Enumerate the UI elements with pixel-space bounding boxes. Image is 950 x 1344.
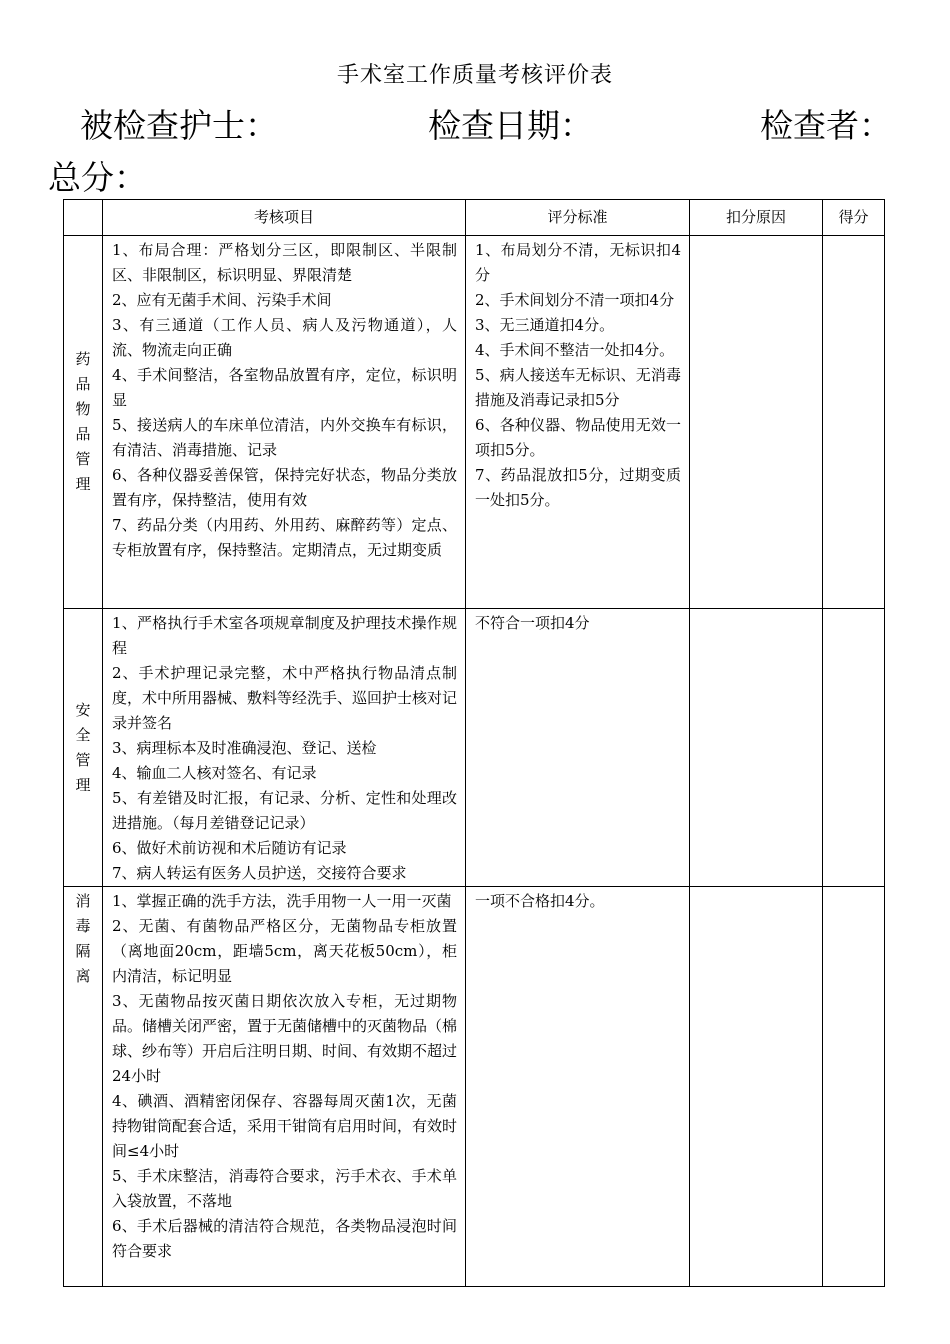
checker-label: 检查者： [760,106,892,145]
items-cell [103,236,466,609]
item-text: 2、无菌、有菌物品严格区分，无菌物品专柜放置（离地面20cm，距墙5cm，离天花板50cm），柜内清洁，标记明显 [112,917,457,985]
page-title: 手术室工作质量考核评价表 [336,63,613,88]
item-text: 3、有三通道（工作人员、病人及污物通道），人流、物流走向正确 [112,316,457,359]
table-row [64,887,885,1287]
score-cell[interactable] [823,887,885,1287]
item-text: 4、输血二人核对签名、有记录 [112,764,317,782]
item-text: 6、手术后器械的清洁符合规范，各类物品浸泡时间符合要求 [112,1217,457,1260]
item-text: 3、无菌物品按灭菌日期依次放入专柜，无过期物品。储槽关闭严密，置于无菌储槽中的灭菌物品（棉球、纱布等）开启后注明日期、时间、有效期不超过24小时 [112,992,458,1085]
standard-text: 7、药品混放扣5分，过期变质一处扣5分。 [475,466,681,509]
reason-cell[interactable] [690,236,823,609]
reason-cell[interactable] [690,609,823,887]
col-header-score: 得分 [823,200,885,236]
standards-cell [466,609,690,887]
item-text: 4、手术间整洁，各室物品放置有序，定位，标识明显 [112,366,457,409]
item-text: 1、严格执行手术室各项规章制度及护理技术操作规程 [112,614,457,657]
standard-text: 不符合一项扣4分 [475,614,590,632]
table-row [64,609,885,887]
standard-text: 4、手术间不整洁一处扣4分。 [475,341,675,359]
item-text: 5、手术床整洁，消毒符合要求，污手术衣、手术单入袋放置，不落地 [112,1167,457,1210]
date-label: 检查日期： [428,106,593,145]
item-text: 1、掌握正确的洗手方法，洗手用物一人一用一灭菌 [112,892,452,910]
score-cell[interactable] [823,236,885,609]
table-header-row [64,200,885,236]
item-text: 5、有差错及时汇报，有记录、分析、定性和处理改进措施。（每月差错登记记录） [112,789,457,832]
reason-cell[interactable] [690,887,823,1287]
category-cell: 药 品 物 品 管 理 [64,236,103,609]
col-header-standards: 评分标准 [466,200,690,236]
item-text: 2、手术护理记录完整，术中严格执行物品清点制度，术中所用器械、敷料等经洗手、巡回护士核对记录并签名 [112,664,458,732]
item-text: 1、布局合理：严格划分三区，即限制区、半限制区、非限制区，标识明显、界限清楚 [112,241,457,284]
item-text: 2、应有无菌手术间、污染手术间 [112,291,332,309]
total-score-label: 总分： [48,158,147,197]
item-text: 3、病理标本及时准确浸泡、登记、送检 [112,739,377,757]
standard-text: 6、各种仪器、物品使用无效一项扣5分。 [475,416,681,459]
standard-text: 一项不合格扣4分。 [475,892,605,910]
col-header-items: 考核项目 [103,200,466,236]
item-text: 7、药品分类（内用药、外用药、麻醉药等）定点、专柜放置有序，保持整洁。定期清点，无过期变质 [112,516,457,559]
items-cell [103,609,466,887]
standards-cell [466,887,690,1287]
category-cell: 安 全 管 理 [64,609,103,887]
standard-text: 5、病人接送车无标识、无消毒措施及消毒记录扣5分 [475,366,681,409]
col-header-reason: 扣分原因 [690,200,823,236]
score-cell[interactable] [823,609,885,887]
item-text: 7、病人转运有医务人员护送，交接符合要求 [112,864,407,882]
item-text: 6、做好术前访视和术后随访有记录 [112,839,347,857]
table-row [64,236,885,609]
standard-text: 1、布局划分不清，无标识扣4分 [475,241,681,284]
category-cell: 消 毒 隔 离 [64,887,103,1287]
item-text: 4、碘酒、酒精密闭保存、容器每周灭菌1次，无菌持物钳筒配套合适，采用干钳筒有启用时间，有效时间≤4小时 [112,1092,458,1160]
items-cell [103,887,466,1287]
item-text: 5、接送病人的车床单位清洁，内外交换车有标识，有清洁、消毒措施、记录 [112,416,457,459]
evaluation-table [63,199,885,1287]
nurse-label: 被检查护士： [80,106,278,145]
col-header-category [64,200,103,236]
standards-cell [466,236,690,609]
item-text: 6、各种仪器妥善保管，保持完好状态，物品分类放置有序，保持整洁，使用有效 [112,466,457,509]
standard-text: 3、无三通道扣4分。 [475,316,615,334]
standard-text: 2、手术间划分不清一项扣4分 [475,291,675,309]
